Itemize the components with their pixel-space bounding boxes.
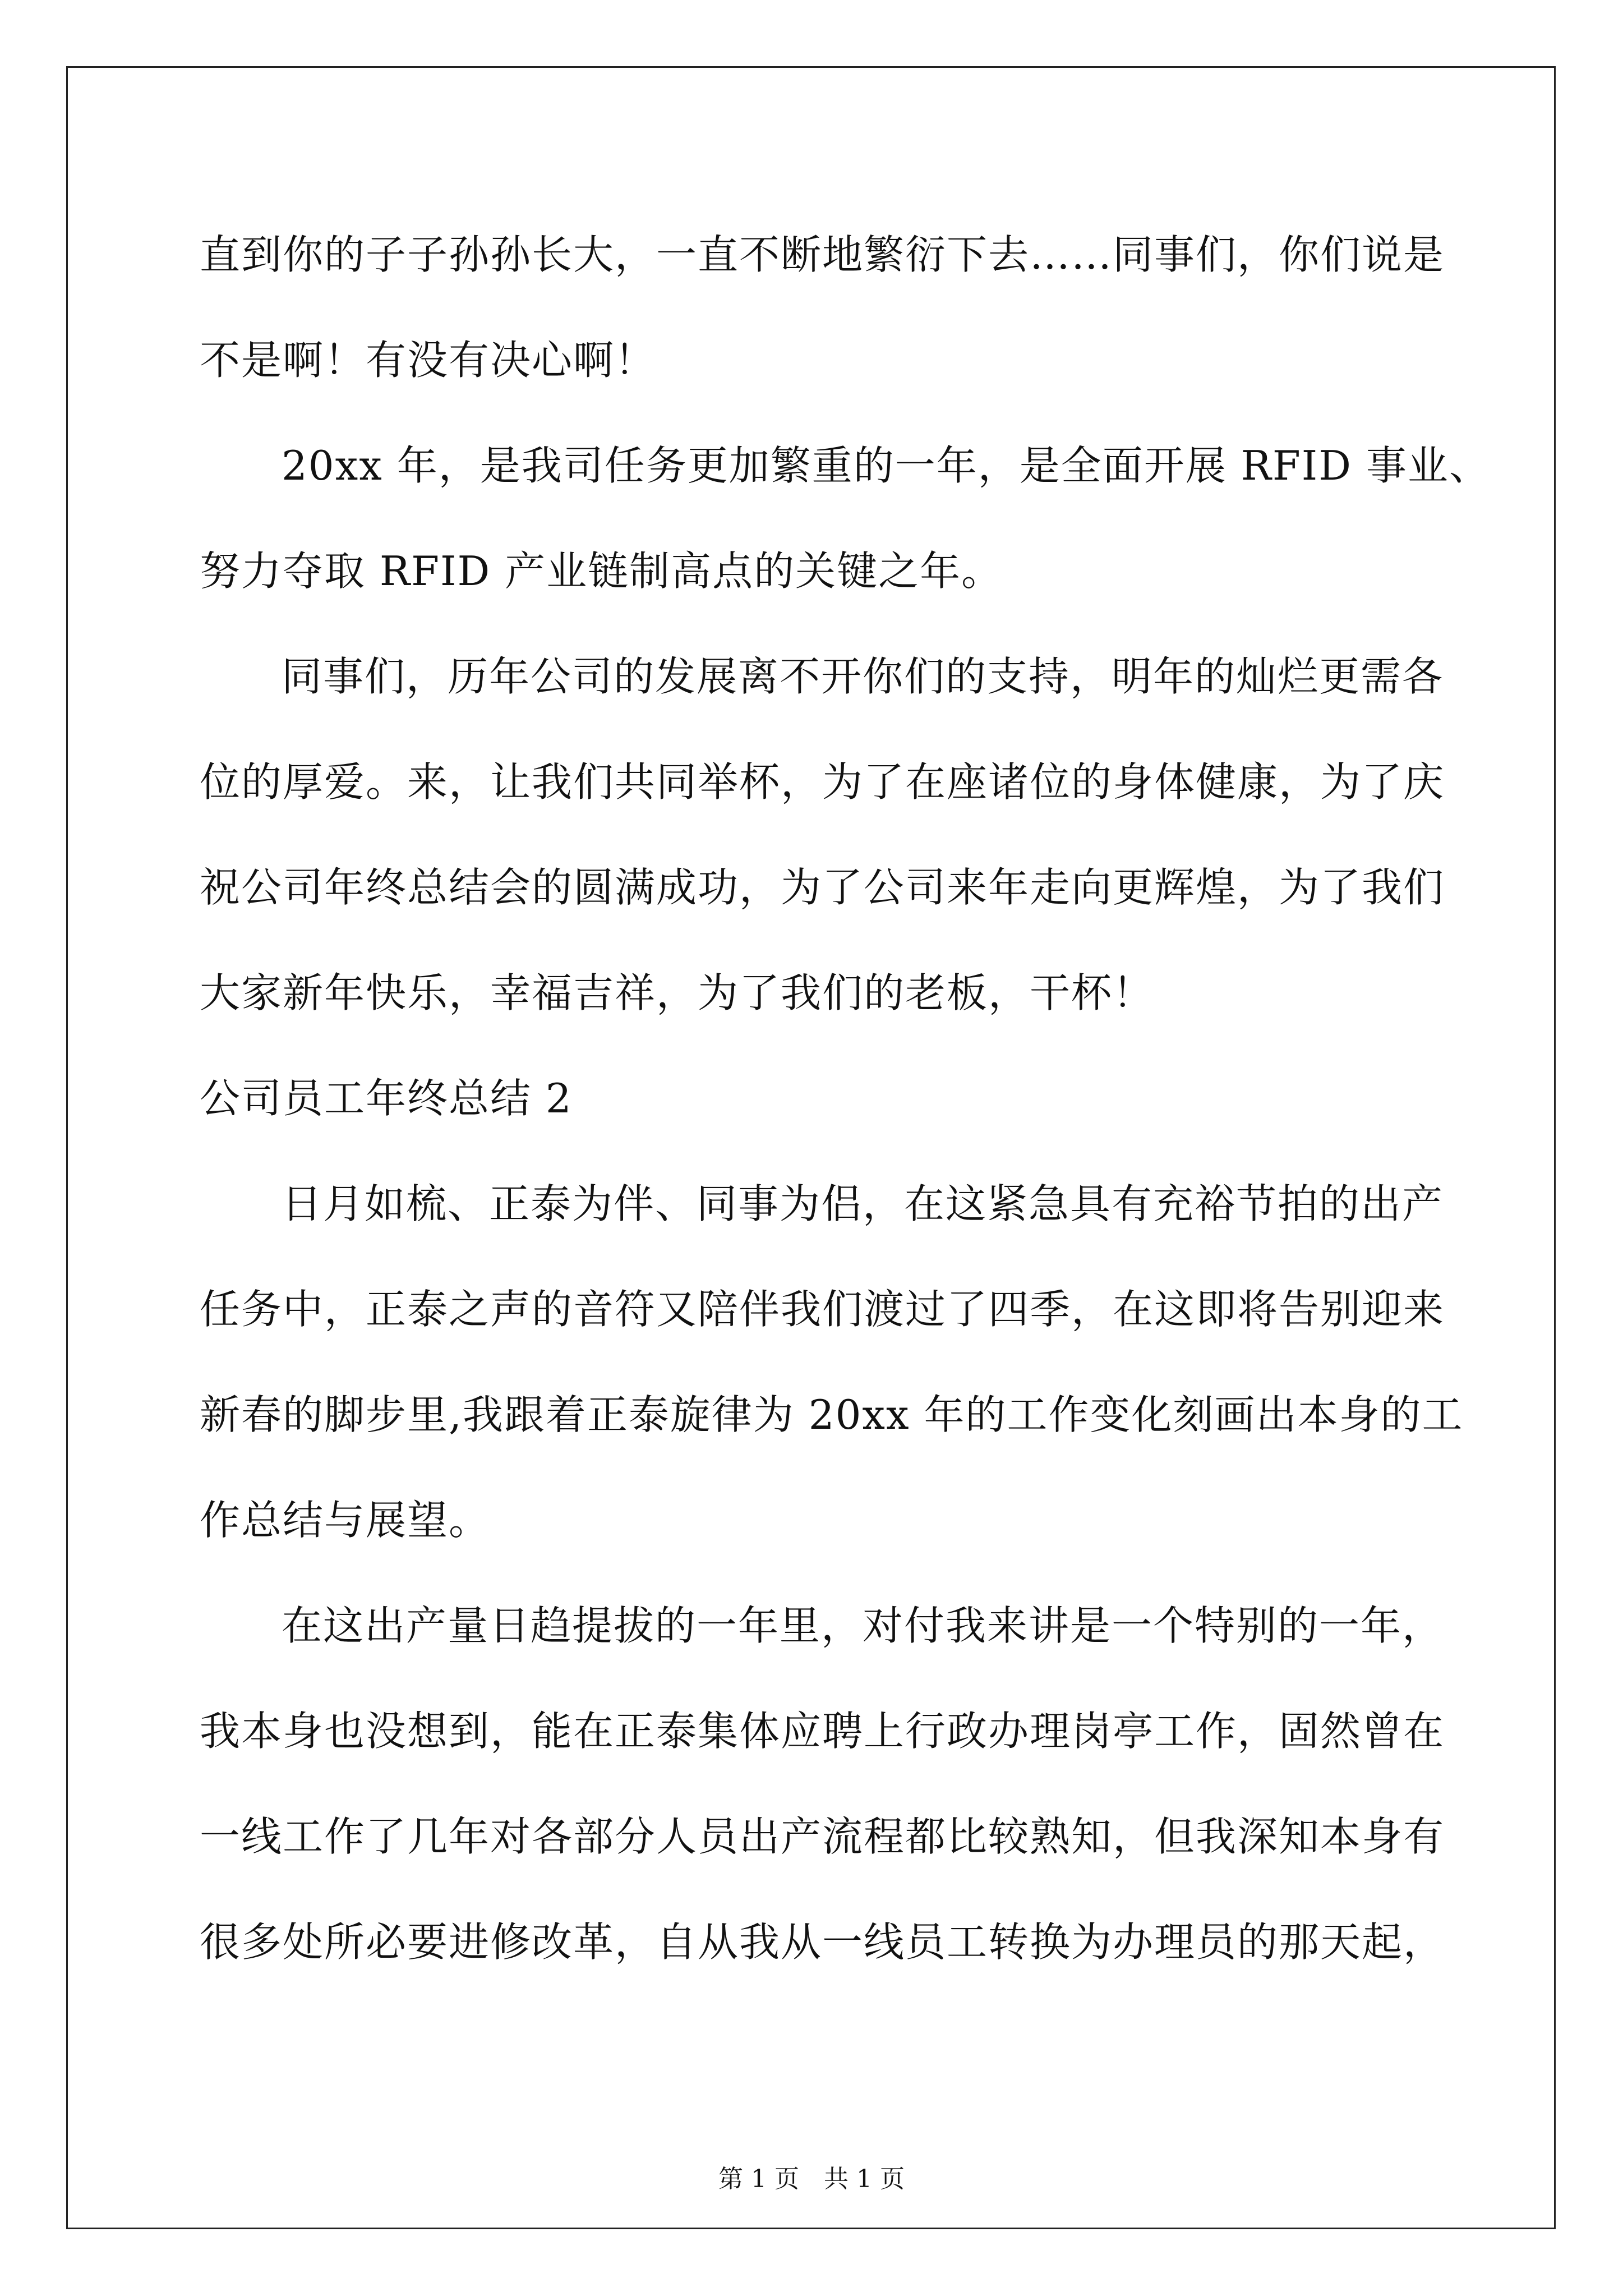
- page-footer: 第 1 页 共 1 页: [718, 2165, 905, 2193]
- text-line: 位的厚爱。来，让我们共同举杯，为了在座诸位的身体健康，为了庆: [200, 758, 1445, 806]
- text-line: 祝公司年终总结会的圆满成功，为了公司来年走向更辉煌，为了我们: [200, 864, 1445, 911]
- text-line: 大家新年快乐，幸福吉祥，为了我们的老板，干杯！: [200, 969, 1155, 1016]
- text-line: 任务中，正泰之声的音符又陪伴我们渡过了四季，在这即将告别迎来: [200, 1286, 1445, 1333]
- text-line: 一线工作了几年对各部分人员出产流程都比较熟知，但我深知本身有: [200, 1813, 1445, 1860]
- document-body: [200, 202, 1491, 1995]
- text-line: 直到你的子子孙孙长大，一直不断地繁衍下去……同事们，你们说是: [200, 231, 1445, 278]
- text-line: 我本身也没想到，能在正泰集体应聘上行政办理岗亭工作，固然曾在: [200, 1708, 1445, 1755]
- text-line: 努力夺取 RFID 产业链制高点的关键之年。: [200, 547, 1003, 595]
- section-heading: 公司员工年终总结 2: [200, 1075, 573, 1122]
- text-line: 不是啊！有没有决心啊！: [200, 337, 657, 384]
- text-line: 日月如梳、正泰为伴、同事为侣，在这紧急具有充裕节拍的出产: [282, 1180, 1444, 1227]
- text-line: 新春的脚步里,我跟着正泰旋律为 20xx 年的工作变化刻画出本身的工: [200, 1391, 1464, 1438]
- text-line: 作总结与展望。: [200, 1497, 491, 1544]
- text-line: 很多处所必要进修改革，自从我从一线员工转换为办理员的那天起，: [200, 1918, 1445, 1966]
- text-line: 在这出产量日趋提拔的一年里，对付我来讲是一个特别的一年，: [282, 1602, 1444, 1649]
- text-line: 20xx 年，是我司任务更加繁重的一年，是全面开展 RFID 事业、: [282, 442, 1491, 489]
- text-line: 同事们，历年公司的发展离不开你们的支持，明年的灿烂更需各: [282, 653, 1444, 700]
